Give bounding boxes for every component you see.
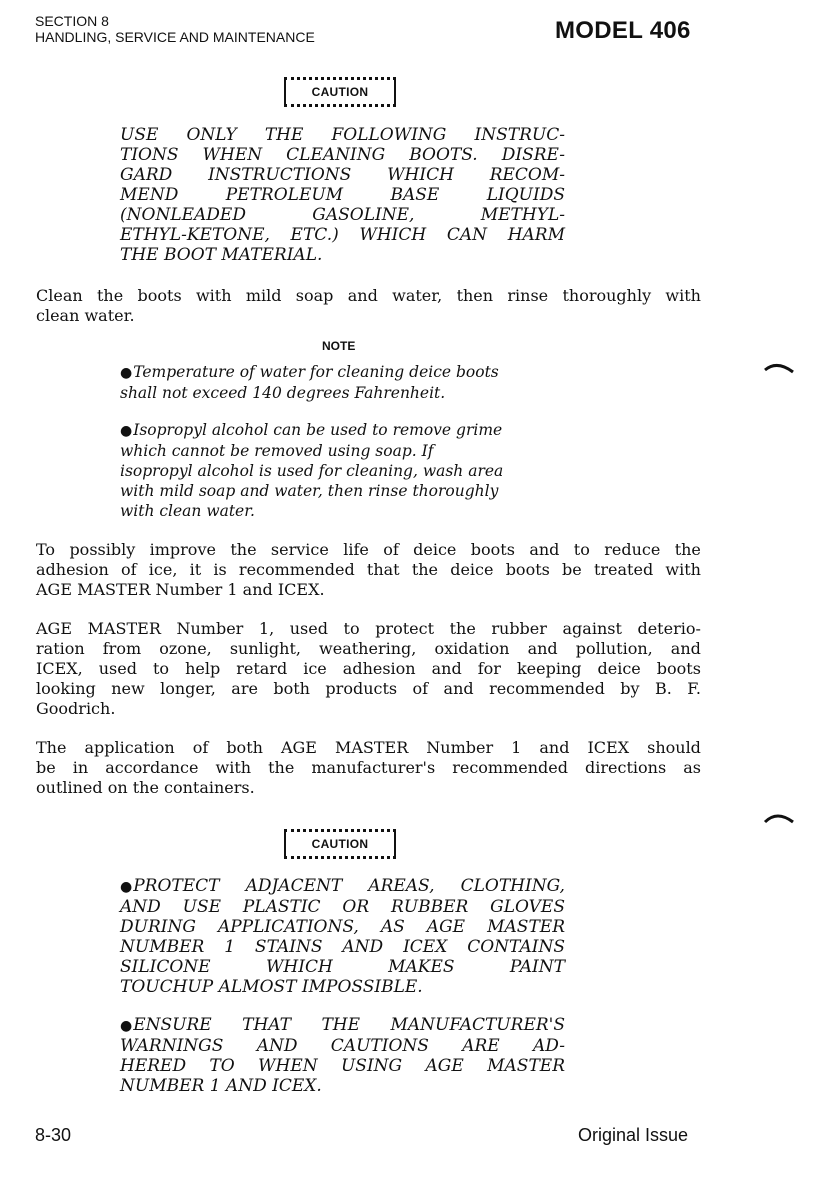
- word: it: [189, 560, 202, 579]
- caution-line: [120, 876, 565, 897]
- word: AND: [120, 897, 161, 917]
- word: ●PROTECT: [120, 876, 220, 896]
- word: ration: [36, 639, 85, 658]
- word: WHICH: [265, 957, 333, 977]
- word: recommended: [238, 560, 355, 579]
- word: rubber: [491, 619, 547, 638]
- word: TO: [209, 1056, 235, 1076]
- word: the: [96, 286, 124, 305]
- word: should: [647, 738, 701, 757]
- word: CAN: [446, 225, 488, 245]
- word: MAKES: [388, 957, 455, 977]
- word: GASOLINE,: [312, 205, 415, 225]
- word: INSTRUCTIONS: [208, 165, 352, 185]
- word: against: [562, 619, 622, 638]
- word: retard: [236, 659, 288, 678]
- word: MASTER: [334, 738, 409, 757]
- word: deice: [450, 560, 494, 579]
- word: treated: [593, 560, 654, 579]
- model-title: MODEL 406: [555, 17, 691, 44]
- word: PLASTIC: [242, 897, 321, 917]
- word: NUMBER: [120, 937, 205, 957]
- word: FOLLOWING: [331, 125, 447, 145]
- word: AND: [342, 937, 384, 957]
- word: pollution,: [575, 639, 653, 658]
- word: GARD: [120, 165, 173, 185]
- word: new: [111, 679, 145, 698]
- word: to: [343, 619, 360, 638]
- word: be: [36, 758, 56, 777]
- note-line: with clean water.: [120, 502, 255, 520]
- word: both: [273, 679, 310, 698]
- word: OR: [342, 897, 370, 917]
- word: ETC.): [290, 225, 339, 245]
- word: looking: [36, 679, 96, 698]
- caution-item-protect: [120, 876, 565, 997]
- word: sunlight,: [229, 639, 301, 658]
- word: boots: [505, 560, 550, 579]
- word: adhesion: [342, 659, 416, 678]
- issue-label: Original Issue: [578, 1125, 689, 1145]
- note-line: ●Isopropyl alcohol can be used to remove grime: [120, 421, 503, 439]
- paragraph-line: outlined on the containers.: [36, 778, 255, 797]
- caution-label: CAUTION: [311, 85, 369, 99]
- word: Number: [176, 619, 244, 638]
- word: is: [213, 560, 227, 579]
- paragraph-line: [36, 540, 701, 560]
- word: ice: [303, 659, 327, 678]
- paragraph-line: clean water.: [36, 306, 135, 325]
- word: THE: [321, 1015, 361, 1035]
- word: USING: [340, 1056, 403, 1076]
- caution-line: TOUCHUP ALMOST IMPOSSIBLE.: [120, 977, 423, 997]
- word: HERED: [120, 1056, 187, 1076]
- caution-label-box: [284, 77, 396, 107]
- word: the: [674, 540, 701, 559]
- word: CAUTIONS: [330, 1036, 429, 1056]
- paragraph-line: [36, 560, 701, 580]
- word: THE: [264, 125, 304, 145]
- word: THAT: [242, 1015, 291, 1035]
- note-line: ●Temperature of water for cleaning deice boots: [120, 363, 499, 381]
- word: oxidation: [434, 639, 510, 658]
- note-item-temperature: [120, 362, 562, 403]
- word: the: [411, 560, 439, 579]
- word: RUBBER: [390, 897, 469, 917]
- word: used: [98, 659, 137, 678]
- paragraph-line: [36, 639, 701, 659]
- word: longer,: [160, 679, 216, 698]
- section-header: [35, 13, 315, 45]
- word: and: [670, 639, 701, 658]
- word: ozone,: [159, 639, 212, 658]
- word: possibly: [69, 540, 136, 559]
- paragraph-line: [36, 679, 701, 699]
- word: INSTRUC-: [474, 125, 565, 145]
- word: as: [683, 758, 701, 777]
- word: ICEX,: [36, 659, 83, 678]
- word: RECOM-: [489, 165, 565, 185]
- bullet-icon: ●: [120, 879, 133, 895]
- word: (NONLEADED: [120, 205, 246, 225]
- word: Number: [426, 738, 494, 757]
- paragraph-line: [36, 659, 701, 679]
- word: AGE: [280, 738, 317, 757]
- paragraph-line: Goodrich.: [36, 699, 116, 718]
- word: ICEX: [587, 738, 630, 757]
- word: ice,: [148, 560, 178, 579]
- caution-line: [120, 957, 565, 977]
- word: CLOTHING,: [460, 876, 565, 896]
- word: DURING: [120, 917, 196, 937]
- word: of: [121, 560, 137, 579]
- word: boots: [656, 659, 701, 678]
- word: WHEN: [258, 1056, 318, 1076]
- word: the: [268, 758, 295, 777]
- caution-item-ensure: [120, 1015, 565, 1096]
- word: WHEN: [202, 145, 263, 165]
- note-line: isopropyl alcohol is used for cleaning, wash area: [120, 462, 504, 480]
- caution-line: [120, 1056, 565, 1076]
- word: MANUFACTURER'S: [390, 1015, 565, 1035]
- word: reduce: [604, 540, 661, 559]
- bullet-icon: ●: [120, 365, 133, 381]
- word: to: [573, 540, 590, 559]
- word: 1: [224, 937, 236, 957]
- word: deterio-: [637, 619, 701, 638]
- word: ONLY: [186, 125, 237, 145]
- word: SILICONE: [120, 957, 211, 977]
- word: ICEX: [403, 937, 448, 957]
- word: boots: [470, 540, 515, 559]
- section-number: SECTION 8: [35, 13, 109, 29]
- caution-line: [120, 185, 565, 205]
- word: USE: [182, 897, 222, 917]
- word: help: [185, 659, 221, 678]
- section-title: HANDLING, SERVICE AND MAINTENANCE: [35, 29, 315, 45]
- caution-line: [120, 205, 565, 225]
- word: soap: [295, 286, 334, 305]
- word: and: [527, 639, 558, 658]
- word: STAINS: [254, 937, 323, 957]
- caution-line: THE BOOT MATERIAL.: [120, 245, 323, 265]
- word: AND: [256, 1036, 298, 1056]
- word: rinse: [507, 286, 549, 305]
- word: CLEANING: [286, 145, 386, 165]
- word: keeping: [516, 659, 582, 678]
- word: ETHYL-KETONE,: [120, 225, 270, 245]
- note-label: NOTE: [322, 339, 356, 353]
- word: ADJACENT: [245, 876, 343, 896]
- word: adhesion: [36, 560, 109, 579]
- word: USE: [120, 125, 159, 145]
- word: service: [270, 540, 329, 559]
- word: improve: [149, 540, 216, 559]
- change-mark-icon: [763, 808, 797, 826]
- word: from: [102, 639, 142, 658]
- word: APPLICATIONS,: [217, 917, 359, 937]
- word: The: [36, 738, 67, 757]
- word: AD-: [533, 1036, 565, 1056]
- word: application: [84, 738, 175, 757]
- bullet-icon: ●: [120, 423, 133, 439]
- word: AREAS,: [368, 876, 435, 896]
- word: MEND: [120, 185, 179, 205]
- word: and: [431, 659, 462, 678]
- word: TIONS: [120, 145, 179, 165]
- note-line: with mild soap and water, then rinse thoroughly: [120, 482, 499, 500]
- word: B.: [655, 679, 672, 698]
- word: in: [72, 758, 89, 777]
- word: the: [449, 619, 476, 638]
- word: deice: [597, 659, 641, 678]
- paragraph-line: [36, 619, 701, 639]
- paragraph-application: [36, 738, 701, 798]
- word: WHICH: [387, 165, 454, 185]
- word: PAINT: [509, 957, 565, 977]
- word: with: [665, 560, 701, 579]
- caution-label-box: [284, 829, 396, 859]
- note-item-isopropyl: [120, 420, 562, 521]
- paragraph-products: [36, 619, 701, 719]
- word: the: [230, 540, 257, 559]
- bullet-icon: ●: [120, 1018, 133, 1034]
- word: BASE: [390, 185, 440, 205]
- word: be: [562, 560, 582, 579]
- word: weathering,: [319, 639, 417, 658]
- word: thoroughly: [562, 286, 652, 305]
- word: protect: [375, 619, 434, 638]
- caution-line: [120, 897, 565, 917]
- paragraph-line: [36, 738, 701, 758]
- word: LIQUIDS: [486, 185, 565, 205]
- note-line: which cannot be removed using soap. If: [120, 442, 434, 460]
- word: for: [477, 659, 501, 678]
- change-mark-icon: [763, 358, 797, 376]
- word: BOOTS.: [409, 145, 478, 165]
- caution-line: [120, 225, 565, 245]
- paragraph-cleaning: [36, 286, 701, 326]
- word: directions: [585, 758, 667, 777]
- word: ●ENSURE: [120, 1015, 212, 1035]
- word: of: [192, 738, 209, 757]
- word: with: [215, 758, 252, 777]
- word: deice: [413, 540, 457, 559]
- word: mild: [245, 286, 282, 305]
- word: AGE: [36, 619, 73, 638]
- word: WARNINGS: [120, 1036, 224, 1056]
- word: used: [289, 619, 328, 638]
- word: MASTER: [487, 1056, 565, 1076]
- word: and: [529, 540, 560, 559]
- word: of: [412, 679, 429, 698]
- word: with: [665, 286, 701, 305]
- word: recommended: [452, 758, 568, 777]
- word: that: [366, 560, 400, 579]
- word: both: [226, 738, 263, 757]
- caution-text-block: [120, 125, 565, 265]
- caution-line: [120, 125, 565, 145]
- caution-label: CAUTION: [311, 837, 369, 851]
- word: boots: [137, 286, 182, 305]
- word: accordance: [105, 758, 199, 777]
- word: with: [195, 286, 232, 305]
- paragraph-line: [36, 286, 701, 306]
- word: ARE: [462, 1036, 500, 1056]
- word: 1: [511, 738, 522, 757]
- caution-line: [120, 165, 565, 185]
- word: and: [539, 738, 570, 757]
- word: of: [383, 540, 399, 559]
- word: METHYL-: [480, 205, 565, 225]
- word: products: [325, 679, 398, 698]
- word: then: [456, 286, 494, 305]
- word: F.: [687, 679, 701, 698]
- word: AS: [380, 917, 405, 937]
- word: 1,: [258, 619, 275, 638]
- word: to: [152, 659, 170, 678]
- word: HARM: [507, 225, 565, 245]
- caution-line: [120, 937, 565, 957]
- word: MASTER: [87, 619, 161, 638]
- caution-line: [120, 917, 565, 937]
- word: recommended: [489, 679, 605, 698]
- word: by: [620, 679, 640, 698]
- caution-line: [120, 145, 565, 165]
- word: Clean: [36, 286, 83, 305]
- word: CONTAINS: [467, 937, 565, 957]
- caution-line: NUMBER 1 AND ICEX.: [120, 1076, 322, 1096]
- word: GLOVES: [490, 897, 565, 917]
- word: life: [343, 540, 369, 559]
- word: manufacturer's: [311, 758, 436, 777]
- word: To: [36, 540, 56, 559]
- word: and: [443, 679, 474, 698]
- word: MASTER: [487, 917, 565, 937]
- paragraph-treatment: [36, 540, 701, 600]
- word: are: [231, 679, 258, 698]
- paragraph-line: AGE MASTER Number 1 and ICEX.: [36, 580, 325, 599]
- word: DISRE-: [501, 145, 565, 165]
- word: PETROLEUM: [225, 185, 344, 205]
- word: water,: [392, 286, 443, 305]
- word: and: [347, 286, 378, 305]
- word: AGE: [426, 917, 466, 937]
- word: AGE: [425, 1056, 464, 1076]
- caution-line: [120, 1036, 565, 1056]
- note-line: shall not exceed 140 degrees Fahrenheit.: [120, 384, 446, 402]
- paragraph-line: [36, 758, 701, 778]
- page-number: 8-30: [35, 1125, 72, 1145]
- caution-line: [120, 1015, 565, 1036]
- word: WHICH: [359, 225, 427, 245]
